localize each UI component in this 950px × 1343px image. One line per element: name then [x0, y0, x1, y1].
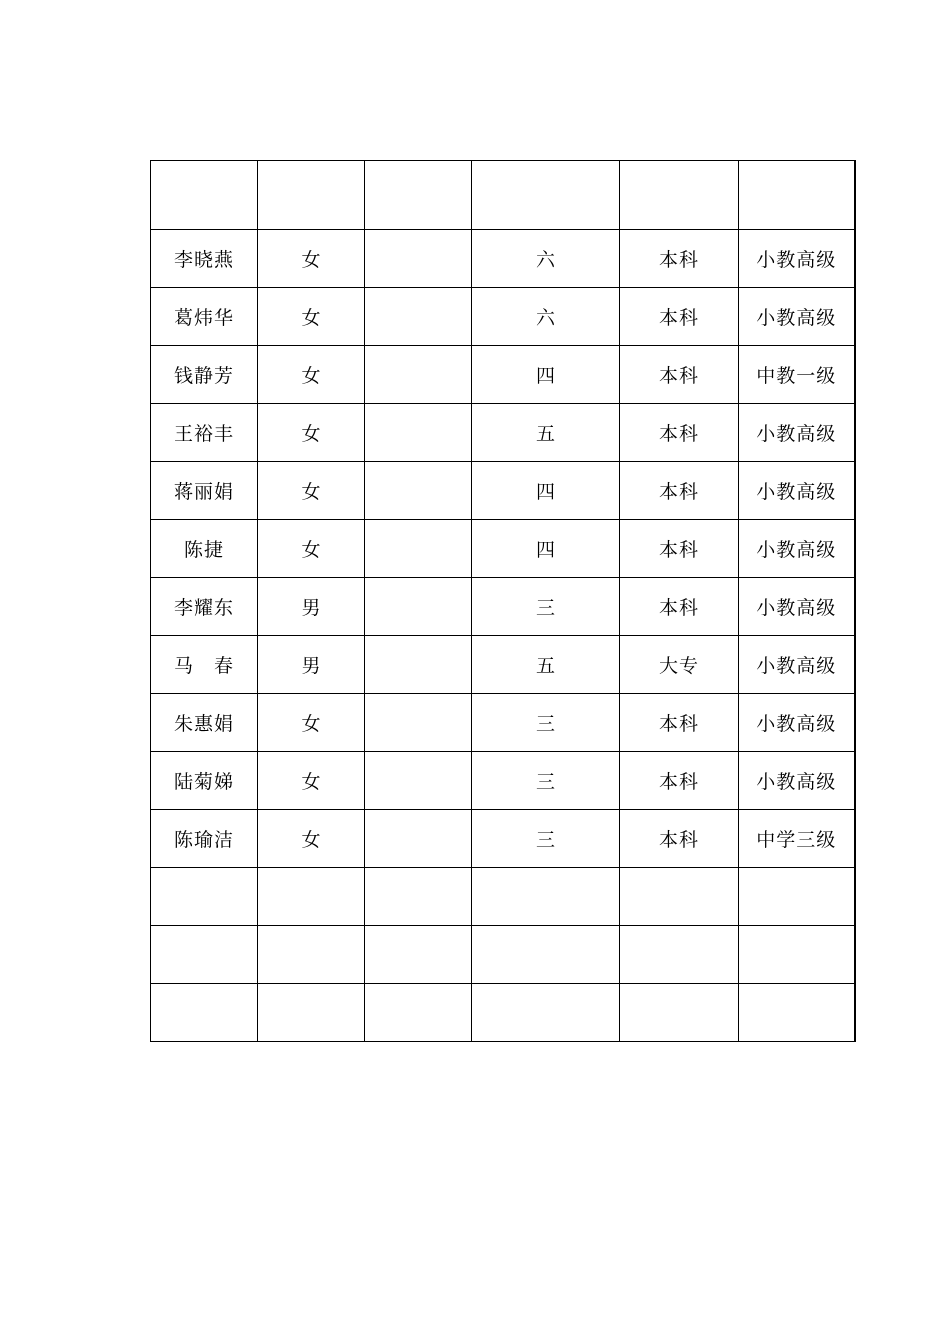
cell-education — [620, 868, 739, 926]
cell-sex — [258, 926, 365, 984]
header-cell-education — [620, 161, 739, 230]
cell-name: 朱惠娟 — [151, 694, 258, 752]
cell-sex: 女 — [258, 520, 365, 578]
cell-sex: 女 — [258, 694, 365, 752]
cell-education — [620, 984, 739, 1042]
cell-name: 钱静芳 — [151, 346, 258, 404]
cell-name — [151, 868, 258, 926]
cell-sex: 男 — [258, 578, 365, 636]
cell-education: 本科 — [620, 520, 739, 578]
cell-blank — [365, 520, 472, 578]
cell-grade — [472, 868, 620, 926]
cell-blank — [365, 926, 472, 984]
cell-blank — [365, 404, 472, 462]
teacher-roster-table — [150, 160, 856, 1042]
table-row — [151, 810, 855, 868]
cell-title: 小教高级 — [739, 752, 855, 810]
cell-education: 本科 — [620, 346, 739, 404]
cell-grade: 六 — [472, 288, 620, 346]
cell-name: 葛炜华 — [151, 288, 258, 346]
cell-title: 小教高级 — [739, 230, 855, 288]
header-cell-grade — [472, 161, 620, 230]
cell-title: 小教高级 — [739, 404, 855, 462]
cell-blank — [365, 810, 472, 868]
header-cell-title — [739, 161, 855, 230]
document-title — [280, 92, 690, 138]
table-row — [151, 404, 855, 462]
cell-blank — [365, 346, 472, 404]
cell-sex: 女 — [258, 404, 365, 462]
table-header-row — [151, 161, 855, 230]
cell-sex: 男 — [258, 636, 365, 694]
table-row — [151, 694, 855, 752]
header-cell-sex — [258, 161, 365, 230]
cell-name: 李耀东 — [151, 578, 258, 636]
table-row — [151, 926, 855, 984]
cell-sex: 女 — [258, 810, 365, 868]
cell-blank — [365, 984, 472, 1042]
cell-name: 王裕丰 — [151, 404, 258, 462]
cell-grade: 四 — [472, 520, 620, 578]
cell-name: 陈瑜洁 — [151, 810, 258, 868]
cell-education: 本科 — [620, 578, 739, 636]
cell-title: 小教高级 — [739, 288, 855, 346]
cell-grade — [472, 926, 620, 984]
cell-name: 李晓燕 — [151, 230, 258, 288]
cell-title: 中教一级 — [739, 346, 855, 404]
cell-title: 中学三级 — [739, 810, 855, 868]
table-row — [151, 752, 855, 810]
cell-name — [151, 926, 258, 984]
cell-sex — [258, 868, 365, 926]
cell-name — [151, 984, 258, 1042]
cell-education: 本科 — [620, 752, 739, 810]
cell-grade: 三 — [472, 752, 620, 810]
cell-title: 小教高级 — [739, 462, 855, 520]
cell-blank — [365, 694, 472, 752]
cell-blank — [365, 578, 472, 636]
cell-grade: 三 — [472, 694, 620, 752]
cell-education: 本科 — [620, 230, 739, 288]
cell-blank — [365, 230, 472, 288]
table-row — [151, 520, 855, 578]
cell-education: 本科 — [620, 288, 739, 346]
cell-grade: 三 — [472, 810, 620, 868]
cell-title — [739, 926, 855, 984]
cell-grade — [472, 984, 620, 1042]
cell-grade: 五 — [472, 404, 620, 462]
cell-education: 本科 — [620, 694, 739, 752]
table-row — [151, 346, 855, 404]
cell-sex: 女 — [258, 346, 365, 404]
header-cell-blank — [365, 161, 472, 230]
cell-title — [739, 984, 855, 1042]
cell-sex — [258, 984, 365, 1042]
cell-name: 蒋丽娟 — [151, 462, 258, 520]
header-cell-name — [151, 161, 258, 230]
table-row — [151, 462, 855, 520]
cell-education: 本科 — [620, 462, 739, 520]
cell-grade: 六 — [472, 230, 620, 288]
cell-sex: 女 — [258, 230, 365, 288]
cell-blank — [365, 288, 472, 346]
cell-title: 小教高级 — [739, 636, 855, 694]
table-row — [151, 984, 855, 1042]
cell-grade: 五 — [472, 636, 620, 694]
cell-education: 本科 — [620, 810, 739, 868]
cell-blank — [365, 752, 472, 810]
table-row — [151, 868, 855, 926]
table-row — [151, 636, 855, 694]
cell-education: 大专 — [620, 636, 739, 694]
cell-sex: 女 — [258, 288, 365, 346]
cell-title: 小教高级 — [739, 578, 855, 636]
cell-name: 陆菊娣 — [151, 752, 258, 810]
cell-title — [739, 868, 855, 926]
cell-sex: 女 — [258, 462, 365, 520]
table-row — [151, 230, 855, 288]
cell-name: 马 春 — [151, 636, 258, 694]
cell-blank — [365, 462, 472, 520]
cell-grade: 三 — [472, 578, 620, 636]
cell-grade: 四 — [472, 462, 620, 520]
cell-name: 陈捷 — [151, 520, 258, 578]
cell-title: 小教高级 — [739, 520, 855, 578]
cell-education: 本科 — [620, 404, 739, 462]
cell-title: 小教高级 — [739, 694, 855, 752]
table-row — [151, 288, 855, 346]
table-row — [151, 578, 855, 636]
cell-blank — [365, 868, 472, 926]
cell-sex: 女 — [258, 752, 365, 810]
cell-grade: 四 — [472, 346, 620, 404]
cell-blank — [365, 636, 472, 694]
cell-education — [620, 926, 739, 984]
